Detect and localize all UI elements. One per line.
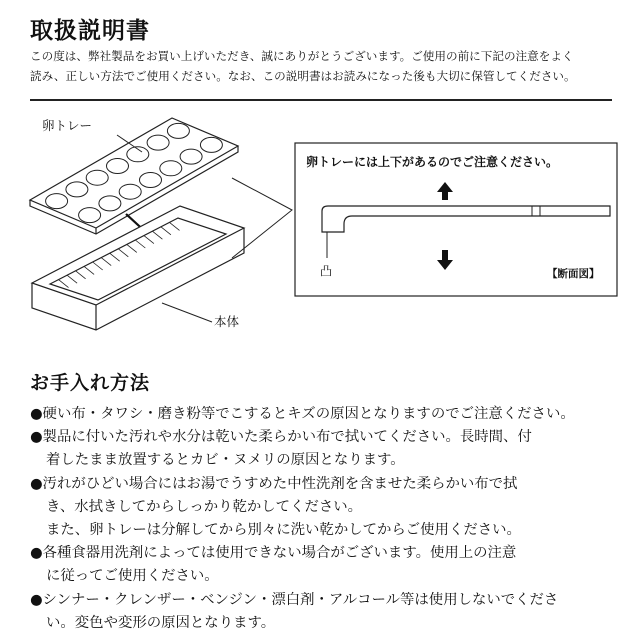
egg-cup <box>180 149 202 164</box>
egg-cup <box>167 123 189 138</box>
body-label: 本体 <box>214 314 240 329</box>
product-illustration <box>22 108 622 348</box>
detail-title: 卵トレーには上下があるのでご注意ください。 <box>306 155 559 169</box>
care-heading: お手入れ方法 <box>30 372 151 394</box>
egg-cup <box>86 170 108 185</box>
care-line: ●製品に付いた汚れや水分は乾いた柔らかい布で拭いてください。長時間、付 <box>30 429 532 446</box>
marker-label: 凸 <box>320 264 333 278</box>
egg-cup <box>79 208 101 223</box>
connector-wedge <box>232 178 292 258</box>
egg-cup <box>200 137 222 152</box>
care-line: ●シンナー・クレンザー・ベンジン・漂白剤・アルコール等は使用しないでくださ <box>30 591 559 608</box>
cross-section-label: 【断面図】 <box>547 268 600 280</box>
egg-cup <box>119 184 141 199</box>
care-line: ●各種食器用洗剤によっては使用できない場合がございます。使用上の注意 <box>30 545 517 562</box>
care-line: き、水拭きしてからしっかり乾かしてください。 <box>46 498 363 515</box>
care-line: 着したまま放置するとカビ・ヌメリの原因となります。 <box>46 452 405 469</box>
section-divider <box>30 99 612 101</box>
egg-cup <box>107 159 129 174</box>
egg-cup <box>46 194 68 209</box>
egg-cup <box>99 196 121 211</box>
egg-cup <box>140 173 162 188</box>
care-line: ●汚れがひどい場合にはお湯でうすめた中性洗剤を含ませた柔らかい布で拭 <box>30 475 518 492</box>
care-line: に従ってご使用ください。 <box>46 568 219 585</box>
body-leader <box>162 303 212 322</box>
intro-line-2: 読み、正しい方法でご使用ください。なお、この説明書はお読みになった後も大切に保管してください。 <box>30 69 576 83</box>
product-diagram <box>22 108 622 348</box>
egg-cup <box>147 135 169 150</box>
care-instructions <box>30 403 620 635</box>
care-line: また、卵トレーは分解してから別々に洗い乾かしてからご使用ください。 <box>46 522 521 539</box>
egg-cup <box>66 182 88 197</box>
egg-tray-label: 卵トレー <box>42 118 93 133</box>
intro-line-1: この度は、弊社製品をお買い上げいただき、誠にありがとうございます。ご使用の前に下記の注意をよく <box>30 49 574 63</box>
care-line: ●硬い布・タワシ・磨き粉等でこするとキズの原因となりますのでご注意ください。 <box>30 406 575 422</box>
care-line: い。変色や変形の原因となります。 <box>46 614 276 631</box>
intro-text <box>30 46 620 86</box>
document-title: 取扱説明書 <box>30 18 150 44</box>
egg-cup <box>160 161 182 176</box>
